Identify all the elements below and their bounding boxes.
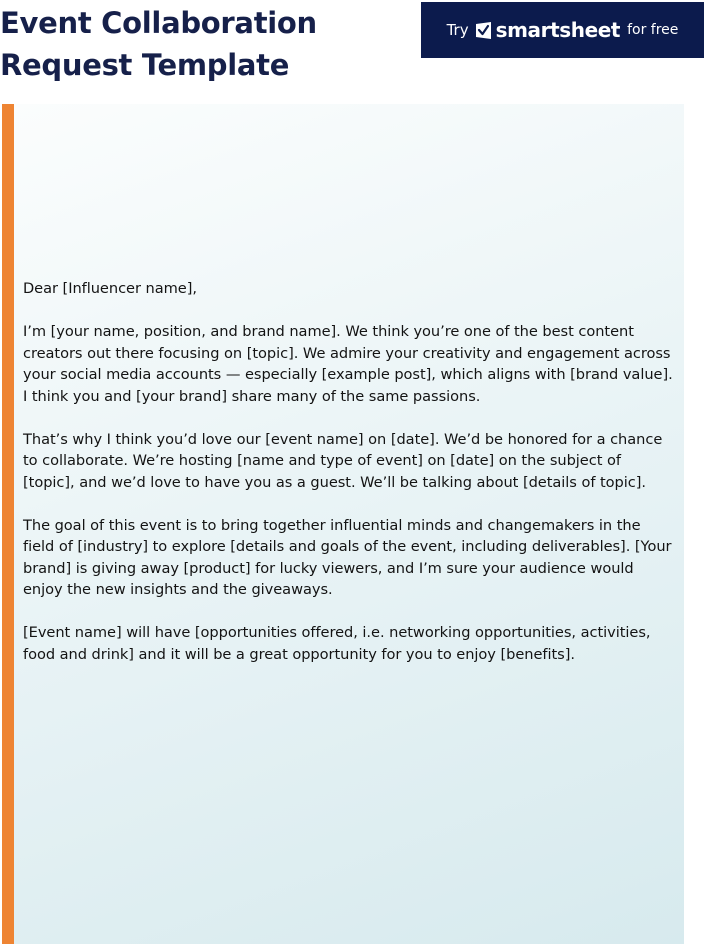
page-title [0, 2, 317, 86]
page-title-line-2: Request Template [0, 48, 290, 82]
cta-suffix-label: for free [627, 22, 679, 38]
letter-paragraph-4: [Event name] will have [opportunities offered, i.e. networking opportunities, activities, food and drink] and it will be a great opportunity for you to enjoy [benefits]. [23, 624, 651, 663]
cta-brand-label: smartsheet [495, 18, 621, 42]
letter-paragraph-3: The goal of this event is to bring together influential minds and changemakers in the field of [industry] to explore [details and goals of the event, including deliverables]. [Your brand] is giving away [product] for lucky viewers, and I’m sure your audience would enjoy the new insights and the giveaways. [23, 516, 672, 598]
cta-try-label: Try [446, 21, 469, 39]
try-smartsheet-button[interactable] [421, 2, 704, 58]
letter-paragraph-2: That’s why I think you’d love our [event name] on [date]. We’d be honored for a chance to collaborate. We’re hosting [name and type of event] on [date] on the subject of [topic], and we’d love to have you as a guest. We’ll be talking about [details of topic]. [23, 430, 663, 491]
letter-greeting: Dear [Influencer name], [23, 280, 197, 297]
page-title-line-1: Event Collaboration [0, 6, 317, 40]
smartsheet-check-icon [476, 22, 491, 39]
letter-paragraph-1: I’m [your name, position, and brand name]. We think you’re one of the best content creators out there focusing on [topic]. We admire your creativity and engagement across your social media accounts — especially [example post], which aligns with [brand value]. I think you and [your brand] share many of the same passions. [23, 323, 673, 405]
accent-bar [2, 104, 14, 944]
letter-body [23, 278, 673, 687]
